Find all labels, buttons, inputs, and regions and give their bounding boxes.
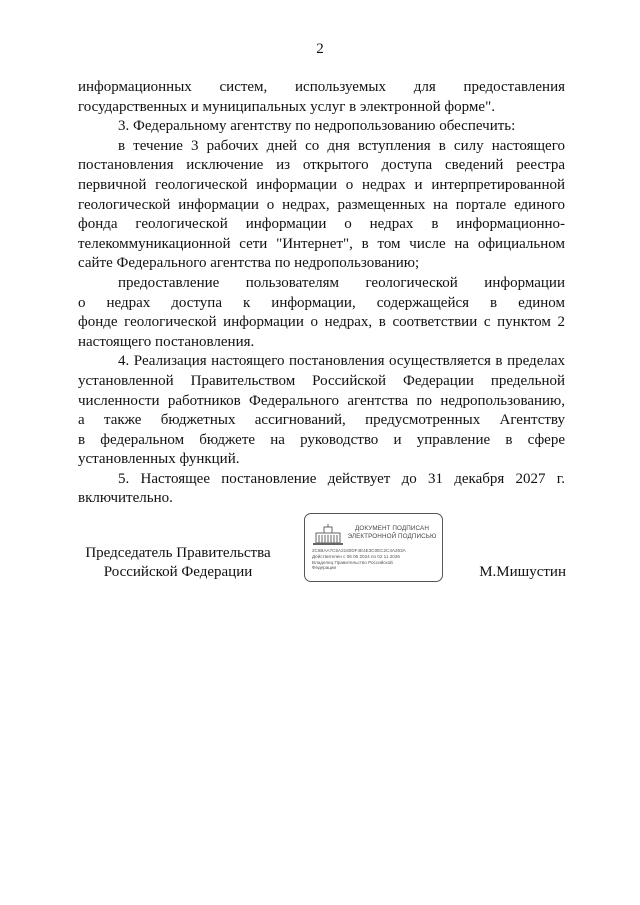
text-line: сайте Федерального агентства по недропользованию; [78,255,420,272]
signatory-name: М.Мишустин [479,564,566,580]
stamp-title-line: ДОКУМЕНТ ПОДПИСАН [355,525,429,532]
paragraph-1 [78,78,565,117]
document-body [78,78,565,509]
government-building-icon [312,524,344,546]
text-line: постановления исключение из открытого доступа сведений реестра [78,157,565,174]
text-line: геологической информации о недрах, размещенных на портале единого [78,196,565,213]
text-line: фонда геологической информации о недрах в информационно- [78,216,565,233]
paragraph-3 [78,137,565,274]
page-number: 2 [316,41,324,57]
text-line: установленной Правительством Российской Федерации предельной [78,372,565,389]
signatory-position-line: Председатель Правительства [85,545,271,561]
text-line: телекоммуникационной сети "Интернет", в том числе на официальном [78,235,565,252]
electronic-signature-stamp [304,513,443,582]
text-line: а также бюджетных ассигнований, предусмотренных Агентству [78,412,565,429]
text-line: государственных и муниципальных услуг в электронной форме". [78,98,495,115]
signatory-position [78,544,278,582]
paragraph-5 [78,352,565,470]
stamp-owner: Владелец Правительство Российской [312,559,393,565]
stamp-certificate: 2C6BAA7C5A2160DF4E4E3C0EC2C4A263A [312,548,406,553]
paragraph-4 [78,274,565,352]
text-line: предоставление пользователям геологической информации [118,274,565,291]
paragraph-2 [78,117,565,137]
text-line: 3. Федеральному агентству по недропользованию обеспечить: [118,118,516,135]
text-line: о недрах доступа к информации, содержащейся в едином [78,294,565,311]
stamp-owner: Федерации [312,565,337,571]
text-line: включительно. [78,490,173,507]
text-line: 4. Реализация настоящего постановления осуществляется в пределах [118,353,565,370]
paragraph-6 [78,470,565,509]
text-line: в течение 3 рабочих дней со дня вступления в силу настоящего [118,137,565,154]
signatory-position-line: Российской Федерации [103,564,253,580]
text-line: фонде геологической информации о недрах, в соответствии с пунктом 2 [78,314,565,331]
text-line: численности работников Федерального агентства по недропользованию, [78,392,565,409]
stamp-title [345,525,439,541]
text-line: установленных функций. [78,451,240,468]
text-line: настоящего постановления. [78,333,255,350]
stamp-title-line: ЭЛЕКТРОННОЙ ПОДПИСЬЮ [347,533,437,540]
stamp-details [312,548,440,571]
stamp-validity: Действителен с 06 06 2024 по 02 11 2026 [312,553,400,559]
text-line: первичной геологической информации о недрах и интерпретированной [78,176,565,193]
text-line: в федеральном бюджете на руководство и управление в сфере [78,431,565,448]
text-line: информационных систем, используемых для предоставления [78,79,565,95]
text-line: 5. Настоящее постановление действует до 31 декабря 2027 г. [118,470,565,487]
